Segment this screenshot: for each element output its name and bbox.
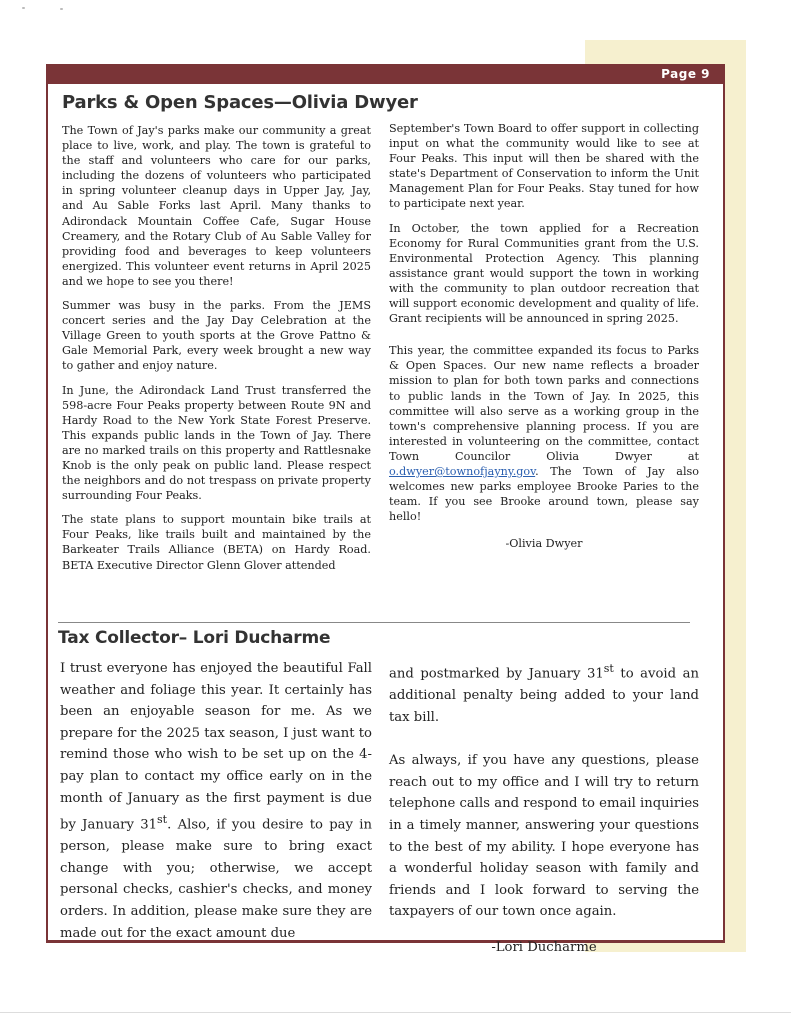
tax-left-column xyxy=(60,658,372,944)
tax-paragraph-text: and postmarked by January 31 xyxy=(389,666,604,682)
tax-right-column xyxy=(389,658,699,959)
tax-paragraph xyxy=(389,658,699,728)
email-link[interactable]: o.dwyer@townofjayny.gov xyxy=(389,464,536,478)
section-divider xyxy=(58,622,690,623)
parks-paragraph: In June, the Adirondack Land Trust transferred the 598-acre Four Peaks property between Route 9N and Hardy Road to the New York State Forest Preserve. This expands public lands in the Town of Jay. There are no marked trails on this property and Rattlesnake Knob is the only peak on public land. Please respect the neighbors and do not trespass on private property surrounding Four Peaks. xyxy=(62,383,371,503)
scan-artifact xyxy=(60,8,63,10)
parks-right-column xyxy=(389,121,699,551)
tax-section-title: Tax Collector– Lori Ducharme xyxy=(58,628,331,648)
parks-left-column xyxy=(62,123,371,573)
tax-paragraph-text: . Also, if you desire to pay in person, please make sure to bring exact change with you; otherwise, we accept personal checks, cashier's checks, and money orders. In addition, please make sure they are made out for the exact amount due xyxy=(60,817,372,941)
parks-paragraph: September's Town Board to offer support in collecting input on what the community would like to see at Four Peaks. This input will then be shared with the state's Department of Conservation to inform the Unit Management Plan for Four Peaks. Stay tuned for how to participate next year. xyxy=(389,122,699,211)
ordinal-suffix: st xyxy=(603,662,614,675)
parks-paragraph: In October, the town applied for a Recreation Economy for Rural Communities grant from the U.S. Environmental Protection Agency. This planning assistance grant would support the town in working with the community to plan outdoor recreation that will support economic development and quality of life. Grant recipients will be announced in spring 2025. xyxy=(389,221,699,326)
parks-section-title: Parks & Open Spaces—Olivia Dwyer xyxy=(62,92,418,113)
parks-paragraph: The Town of Jay's parks make our community a great place to live, work, and play. The town is grateful to the staff and volunteers who care for our parks, including the dozens of volunteers who participated in spring volunteer cleanup days in Upper Jay, Jay, and Au Sable Forks last April. Many thanks to Adirondack Mountain Coffee Cafe, Sugar House Creamery, and the Rotary Club of Au Sable Valley for providing food and beverages to keep volunteers energized. This volunteer event returns in April 2025 and we hope to see you there! xyxy=(62,124,371,288)
tax-paragraph-text: I trust everyone has enjoyed the beautiful Fall weather and foliage this year. It certainly has been an enjoyable season for me. As we prepare for the 2025 tax season, I just want to remind those who wish to be set up on the 4-pay plan to contact my office early on in the month of January as the first payment is due by January 31 xyxy=(60,661,372,833)
parks-paragraph xyxy=(389,343,699,524)
parks-paragraph: Summer was busy in the parks. From the JEMS concert series and the Jay Day Celebration at the Village Green to youth sports at the Grove Pattno & Gale Memorial Park, every week brought a new way to gather and enjoy nature. xyxy=(62,299,371,373)
tax-paragraph: As always, if you have any questions, please reach out to my office and I will try to return telephone calls and respond to email inquiries in a timely manner, answering your questions to the best of my ability. I hope everyone has a wonderful holiday season with family and friends and I look forward to serving the taxpayers of our town once again. xyxy=(389,753,699,920)
parks-paragraph-text: This year, the committee expanded its focus to Parks & Open Spaces. Our new name reflects a broader mission to plan for both town parks and connections to public lands in the Town of Jay. In 2025, this committee will also serve as a working group in the town's comprehensive planning process. If you are interested in volunteering on the committee, contact Town Councilor Olivia Dwyer at xyxy=(389,344,699,463)
tax-signature: -Lori Ducharme xyxy=(491,939,597,955)
parks-paragraph: The state plans to support mountain bike trails at Four Peaks, like trails built and maintained by the Barkeater Trails Alliance (BETA) on Hardy Road. BETA Executive Director Glenn Glover attended xyxy=(62,513,371,572)
ordinal-suffix: st xyxy=(157,813,168,827)
parks-paragraph-text: . The Town of Jay also welcomes new parks employee Brooke Paries to the team. If you see Brooke around town, please say hello! xyxy=(389,464,699,524)
parks-signature: -Olivia Dwyer xyxy=(505,537,583,551)
tax-paragraph-text: to avoid an additional penalty being added to your land tax bill. xyxy=(389,666,699,725)
scan-bottom-edge xyxy=(0,1012,791,1013)
scan-artifact xyxy=(22,7,25,9)
tax-paragraph xyxy=(60,658,372,944)
page-number: Page 9 xyxy=(661,67,710,81)
